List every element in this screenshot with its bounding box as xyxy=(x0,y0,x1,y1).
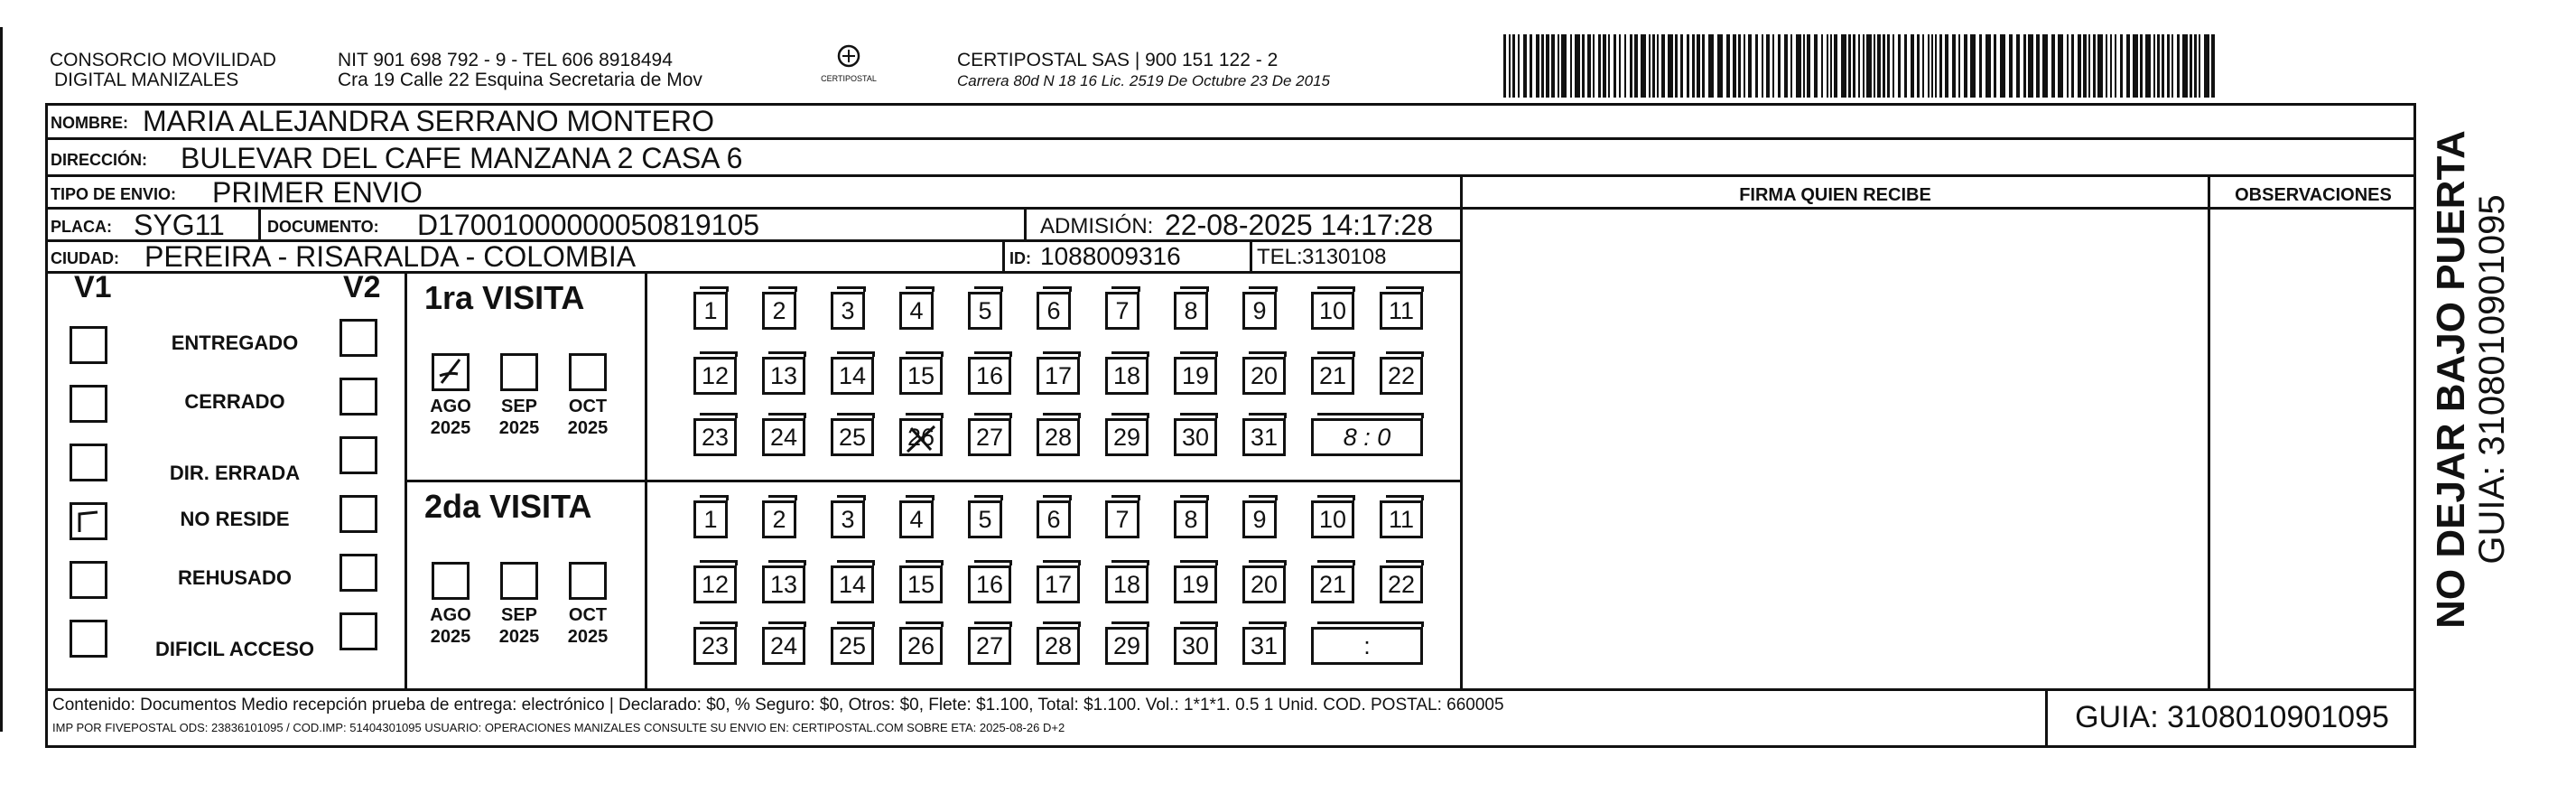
footer-row xyxy=(45,688,2416,691)
day-box[interactable]: 25 xyxy=(831,418,874,456)
logo-text: CERTIPOSTAL xyxy=(821,74,877,83)
status-label: DIR. ERRADA xyxy=(169,462,301,484)
day-box[interactable]: 26 xyxy=(899,627,943,665)
month-label: SEP xyxy=(500,397,538,416)
day-box[interactable]: 13 xyxy=(762,357,805,395)
day-box[interactable]: 2 xyxy=(762,292,796,330)
visit-title: 2da VISITA xyxy=(424,488,592,525)
day-box[interactable]: 8 xyxy=(1174,500,1208,538)
day-box[interactable]: 22 xyxy=(1380,565,1423,603)
day-box[interactable]: 28 xyxy=(1037,418,1080,456)
company-name-line1: CONSORCIO MOVILIDAD xyxy=(50,50,276,70)
time-box[interactable]: : xyxy=(1311,627,1423,665)
month-year: 2025 xyxy=(430,627,471,647)
scan-edge-line xyxy=(0,27,3,732)
row-direccion xyxy=(45,140,2416,177)
day-box[interactable]: 17 xyxy=(1037,565,1080,603)
status-label: NO RESIDE xyxy=(180,508,290,530)
day-box[interactable]: 6 xyxy=(1037,500,1071,538)
day-box[interactable]: 11 xyxy=(1380,500,1423,538)
day-box[interactable]: 26 xyxy=(899,418,943,456)
courier-address: Carrera 80d N 18 16 Lic. 2519 De Octubre 23 De 2015 xyxy=(957,72,1330,89)
day-box[interactable]: 3 xyxy=(831,292,865,330)
month-year: 2025 xyxy=(498,418,540,438)
documento-value: D17001000000050819105 xyxy=(417,209,760,241)
placa-label: PLACA: xyxy=(51,218,112,236)
v2-checkbox[interactable] xyxy=(339,612,377,650)
day-box[interactable]: 16 xyxy=(968,357,1011,395)
v1-checkbox[interactable] xyxy=(70,444,107,481)
row-placa xyxy=(45,210,1463,242)
day-box[interactable]: 21 xyxy=(1311,357,1354,395)
day-box[interactable]: 1 xyxy=(693,500,728,538)
status-row xyxy=(45,554,405,608)
day-box[interactable]: 23 xyxy=(693,627,737,665)
month-checkbox[interactable] xyxy=(500,562,538,600)
day-box[interactable]: 6 xyxy=(1037,292,1071,330)
nombre-value: MARIA ALEJANDRA SERRANO MONTERO xyxy=(143,105,715,137)
v2-checkbox[interactable] xyxy=(339,319,377,357)
day-box[interactable]: 24 xyxy=(762,627,805,665)
ciudad-label: CIUDAD: xyxy=(51,249,119,267)
id-divider xyxy=(1002,242,1005,274)
v2-checkbox[interactable] xyxy=(339,436,377,474)
month-checkbox[interactable] xyxy=(569,562,607,600)
day-box[interactable]: 12 xyxy=(693,565,737,603)
day-box[interactable]: 29 xyxy=(1105,627,1149,665)
day-box[interactable]: 5 xyxy=(968,292,1002,330)
day-box[interactable]: 15 xyxy=(899,565,943,603)
day-box[interactable]: 7 xyxy=(1105,500,1139,538)
month-checkbox[interactable] xyxy=(432,353,470,391)
month-year: 2025 xyxy=(567,627,609,647)
footer-guia: GUIA: 3108010901095 xyxy=(2075,700,2389,734)
company-nit: NIT 901 698 792 - 9 - TEL 606 8918494 xyxy=(338,50,673,70)
day-box[interactable]: 31 xyxy=(1242,627,1286,665)
month-year: 2025 xyxy=(498,627,540,647)
day-box[interactable]: 20 xyxy=(1242,357,1286,395)
day-box[interactable]: 7 xyxy=(1105,292,1139,330)
v2-checkbox[interactable] xyxy=(339,378,377,416)
status-label: DIFICIL ACCESO xyxy=(154,638,314,660)
company-name-line2: DIGITAL MANIZALES xyxy=(54,70,239,90)
status-section xyxy=(45,270,1463,688)
v2-label: V2 xyxy=(343,270,381,304)
day-box[interactable]: 8 xyxy=(1174,292,1208,330)
footer-print-info: IMP POR FIVEPOSTAL ODS: 23836101095 / COD.IMP: 51404301095 USUARIO: OPERACIONES MANIZALES CONSULTE SU ENVIO EN: CERTIPOSTAL.COM SOBRE ETA: 2025-08-26 D+2 xyxy=(52,721,1065,734)
day-box[interactable]: 10 xyxy=(1311,292,1354,330)
visit-title: 1ra VISITA xyxy=(424,279,585,316)
day-box[interactable]: 20 xyxy=(1242,565,1286,603)
observaciones-column xyxy=(2208,177,2210,688)
day-box[interactable]: 22 xyxy=(1380,357,1423,395)
status-label: REHUSADO xyxy=(178,566,292,589)
month-label: OCT xyxy=(568,605,608,625)
month-checkbox[interactable] xyxy=(500,353,538,391)
day-box[interactable]: 17 xyxy=(1037,357,1080,395)
admision-label: ADMISIÓN: xyxy=(1040,214,1154,238)
day-box[interactable]: 30 xyxy=(1174,627,1217,665)
day-box[interactable]: 18 xyxy=(1105,565,1149,603)
footer-content: Contenido: Documentos Medio recepción prueba de entrega: electrónico | Declarado: $0, % Seguro: $0, Otros: $0, Flete: $1.100, Total: $1.100. Vol.: 1*1*1. 0.5 1 Unid. COD. POSTAL: 660005 xyxy=(52,696,1504,715)
day-box[interactable]: 5 xyxy=(968,500,1002,538)
v1-checkbox[interactable] xyxy=(70,620,107,658)
day-box[interactable]: 9 xyxy=(1242,292,1277,330)
firma-label: FIRMA QUIEN RECIBE xyxy=(1739,185,1931,205)
admision-divider xyxy=(1024,210,1027,242)
day-box[interactable]: 30 xyxy=(1174,418,1217,456)
day-box[interactable]: 31 xyxy=(1242,418,1286,456)
tel-label: TEL: xyxy=(1257,245,1303,269)
day-box[interactable]: 24 xyxy=(762,418,805,456)
day-box[interactable]: 25 xyxy=(831,627,874,665)
nombre-label: NOMBRE: xyxy=(51,114,128,132)
day-box[interactable]: 28 xyxy=(1037,627,1080,665)
courier-name: CERTIPOSTAL SAS | 900 151 122 - 2 xyxy=(957,50,1279,70)
ciudad-value: PEREIRA - RISARALDA - COLOMBIA xyxy=(144,240,637,273)
day-box[interactable]: 16 xyxy=(968,565,1011,603)
month-label: OCT xyxy=(568,397,608,416)
day-box[interactable]: 13 xyxy=(762,565,805,603)
month-year: 2025 xyxy=(430,418,471,438)
day-box[interactable]: 27 xyxy=(968,418,1011,456)
day-box[interactable]: 19 xyxy=(1174,357,1217,395)
tipo-label: TIPO DE ENVIO: xyxy=(51,185,177,203)
placa-value: SYG11 xyxy=(134,209,225,241)
day-box[interactable]: 4 xyxy=(899,500,934,538)
day-box[interactable]: 19 xyxy=(1174,565,1217,603)
time-box[interactable]: 8 : 0 xyxy=(1311,418,1423,456)
day-box[interactable]: 12 xyxy=(693,357,737,395)
v2-checkbox[interactable] xyxy=(339,554,377,592)
id-value: 1088009316 xyxy=(1040,242,1181,270)
month-label: AGO xyxy=(430,397,471,416)
company-address: Cra 19 Calle 22 Esquina Secretaria de Mov xyxy=(338,70,702,90)
day-box[interactable]: 23 xyxy=(693,418,737,456)
status-row xyxy=(45,436,405,490)
row-nombre xyxy=(45,103,2416,140)
day-box[interactable]: 11 xyxy=(1380,292,1423,330)
day-box[interactable]: 3 xyxy=(831,500,865,538)
side-guia: GUIA: 3108010901095 xyxy=(2472,194,2512,565)
day-box[interactable]: 14 xyxy=(831,357,874,395)
v1-checkbox[interactable] xyxy=(70,385,107,423)
v2-checkbox[interactable] xyxy=(339,495,377,533)
direccion-label: DIRECCIÓN: xyxy=(51,151,147,169)
tel-divider xyxy=(1250,242,1252,274)
status-row xyxy=(45,612,405,667)
barcode xyxy=(1503,34,2217,98)
day-box[interactable]: 9 xyxy=(1242,500,1277,538)
month-year: 2025 xyxy=(567,418,609,438)
visit-split xyxy=(405,480,1463,482)
day-box[interactable]: 18 xyxy=(1105,357,1149,395)
tel-value: 3130108 xyxy=(1302,245,1387,269)
status-row xyxy=(45,319,405,373)
row-ciudad xyxy=(45,242,1463,274)
day-box[interactable]: 14 xyxy=(831,565,874,603)
id-label: ID: xyxy=(1009,249,1031,267)
day-box[interactable]: 27 xyxy=(968,627,1011,665)
day-box[interactable]: 10 xyxy=(1311,500,1354,538)
month-label: AGO xyxy=(430,605,471,625)
certipostal-logo xyxy=(813,42,885,89)
day-box[interactable]: 1 xyxy=(693,292,728,330)
day-box[interactable]: 4 xyxy=(899,292,934,330)
day-box[interactable]: 15 xyxy=(899,357,943,395)
month-checkbox[interactable] xyxy=(432,562,470,600)
observaciones-label: OBSERVACIONES xyxy=(2235,185,2392,205)
v1-checkbox[interactable] xyxy=(70,561,107,599)
month-checkbox[interactable] xyxy=(569,353,607,391)
placa-divider xyxy=(258,210,261,242)
side-warning: NO DEJAR BAJO PUERTA xyxy=(2429,130,2473,629)
documento-label: DOCUMENTO: xyxy=(267,218,379,236)
direccion-value: BULEVAR DEL CAFE MANZANA 2 CASA 6 xyxy=(181,142,743,174)
v1-checkbox[interactable] xyxy=(70,502,107,540)
admision-value: 22-08-2025 14:17:28 xyxy=(1165,209,1434,241)
tipo-value: PRIMER ENVIO xyxy=(212,176,423,209)
v1-label: V1 xyxy=(74,270,112,304)
month-label: SEP xyxy=(500,605,538,625)
day-box[interactable]: 29 xyxy=(1105,418,1149,456)
v1-checkbox[interactable] xyxy=(70,326,107,364)
status-row xyxy=(45,495,405,549)
day-box[interactable]: 2 xyxy=(762,500,796,538)
status-label: ENTREGADO xyxy=(171,332,299,354)
status-row xyxy=(45,378,405,432)
status-label: CERRADO xyxy=(184,390,285,413)
day-box[interactable]: 21 xyxy=(1311,565,1354,603)
